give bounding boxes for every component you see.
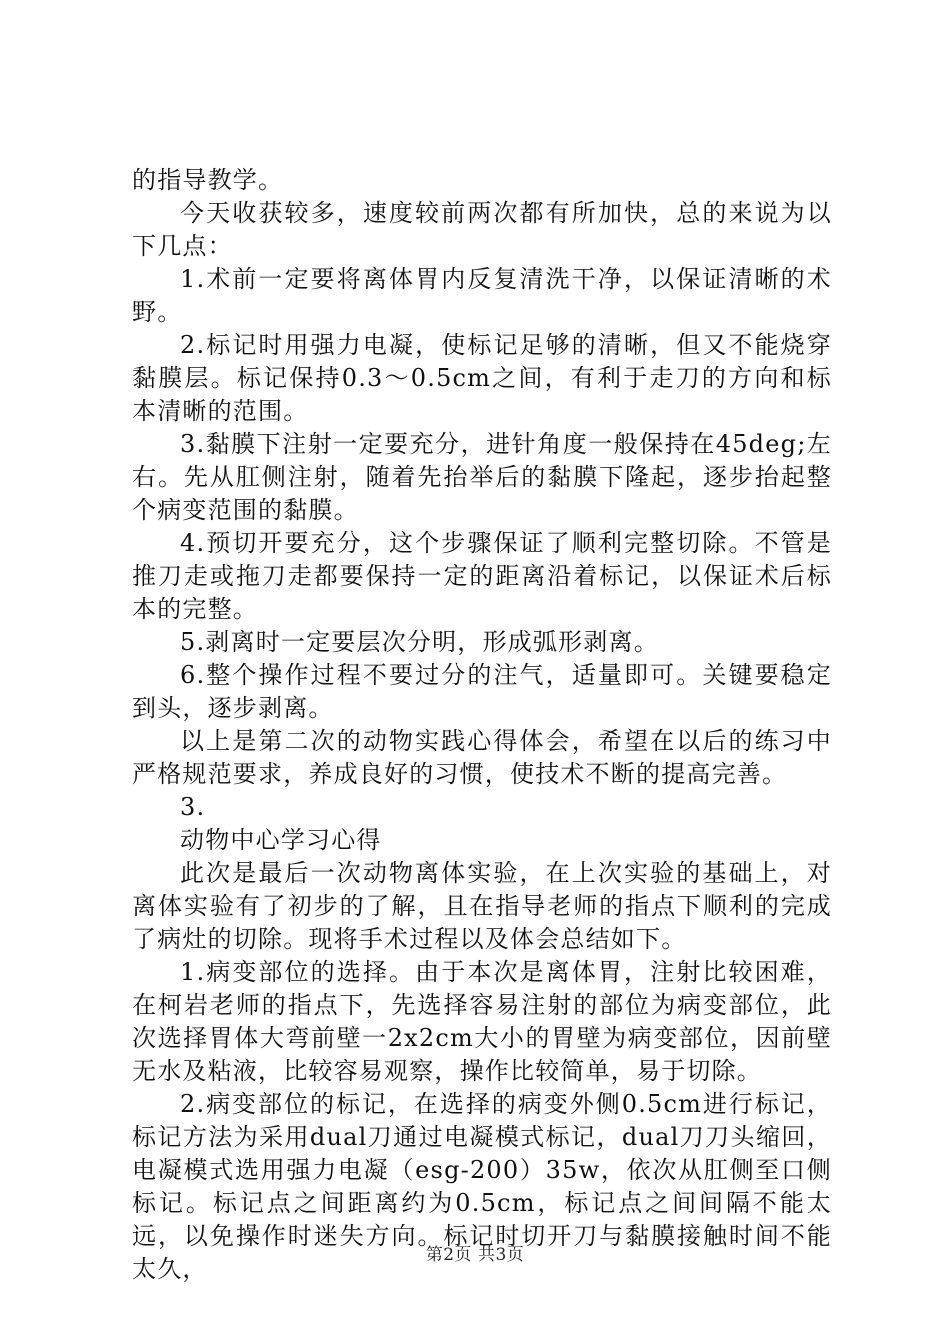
paragraph-3: 1.术前一定要将离体胃内反复清洗干净，以保证清晰的术野。: [132, 265, 832, 326]
paragraph-1: 的指导教学。: [132, 166, 284, 194]
paragraph-14: 2.病变部位的标记，在选择的病变外侧0.5cm进行标记，标记方法为采用dual刀通过电凝模式标记，dual刀刀头缩回，电凝模式选用强力电凝（esg-200）35w，依次从肛侧至口侧标记。标记点之间距离约为0.5cm，标记点之间间隔不能太远，以免操作时迷失方向。标记时切开刀与黏膜接触时间不能太久，: [132, 1090, 832, 1283]
paragraph-7: 5.剥离时一定要层次分明，形成弧形剥离。: [180, 628, 659, 656]
section-number: 3.: [180, 793, 206, 821]
paragraph-5: 3.黏膜下注射一定要充分，进针角度一般保持在45deg;左右。先从肛侧注射，随着先抬举后的黏膜下隆起，逐步抬起整个病变范围的黏膜。: [132, 430, 832, 524]
section-heading: 动物中心学习心得: [180, 826, 382, 854]
page-footer: 第2页 共3页: [425, 1245, 525, 1265]
paragraph-2: 今天收获较多，速度较前两次都有所加快，总的来说为以下几点：: [132, 199, 832, 260]
paragraph-9: 以上是第二次的动物实践心得体会，希望在以后的练习中严格规范要求，养成良好的习惯，使技术不断的提高完善。: [132, 727, 832, 788]
paragraph-12: 此次是最后一次动物离体实验，在上次实验的基础上，对离体实验有了初步的了解，且在指导老师的指点下顺利的完成了病灶的切除。现将手术过程以及体会总结如下。: [132, 859, 832, 953]
paragraph-6: 4.预切开要充分，这个步骤保证了顺利完整切除。不管是推刀走或拖刀走都要保持一定的距离沿着标记，以保证术后标本的完整。: [132, 529, 832, 623]
paragraph-8: 6.整个操作过程不要过分的注气，适量即可。关键要稳定到头，逐步剥离。: [132, 661, 832, 722]
paragraph-13: 1.病变部位的选择。由于本次是离体胃，注射比较困难，在柯岩老师的指点下，先选择容易注射的部位为病变部位，此次选择胃体大弯前壁一2x2cm大小的胃壁为病变部位，因前壁无水及粘液，比较容易观察，操作比较简单，易于切除。: [132, 958, 832, 1085]
paragraph-4: 2.标记时用强力电凝，使标记足够的清晰，但又不能烧穿黏膜层。标记保持0.3～0.5cm之间，有利于走刀的方向和标本清晰的范围。: [132, 331, 832, 425]
document-body: [132, 164, 832, 1286]
